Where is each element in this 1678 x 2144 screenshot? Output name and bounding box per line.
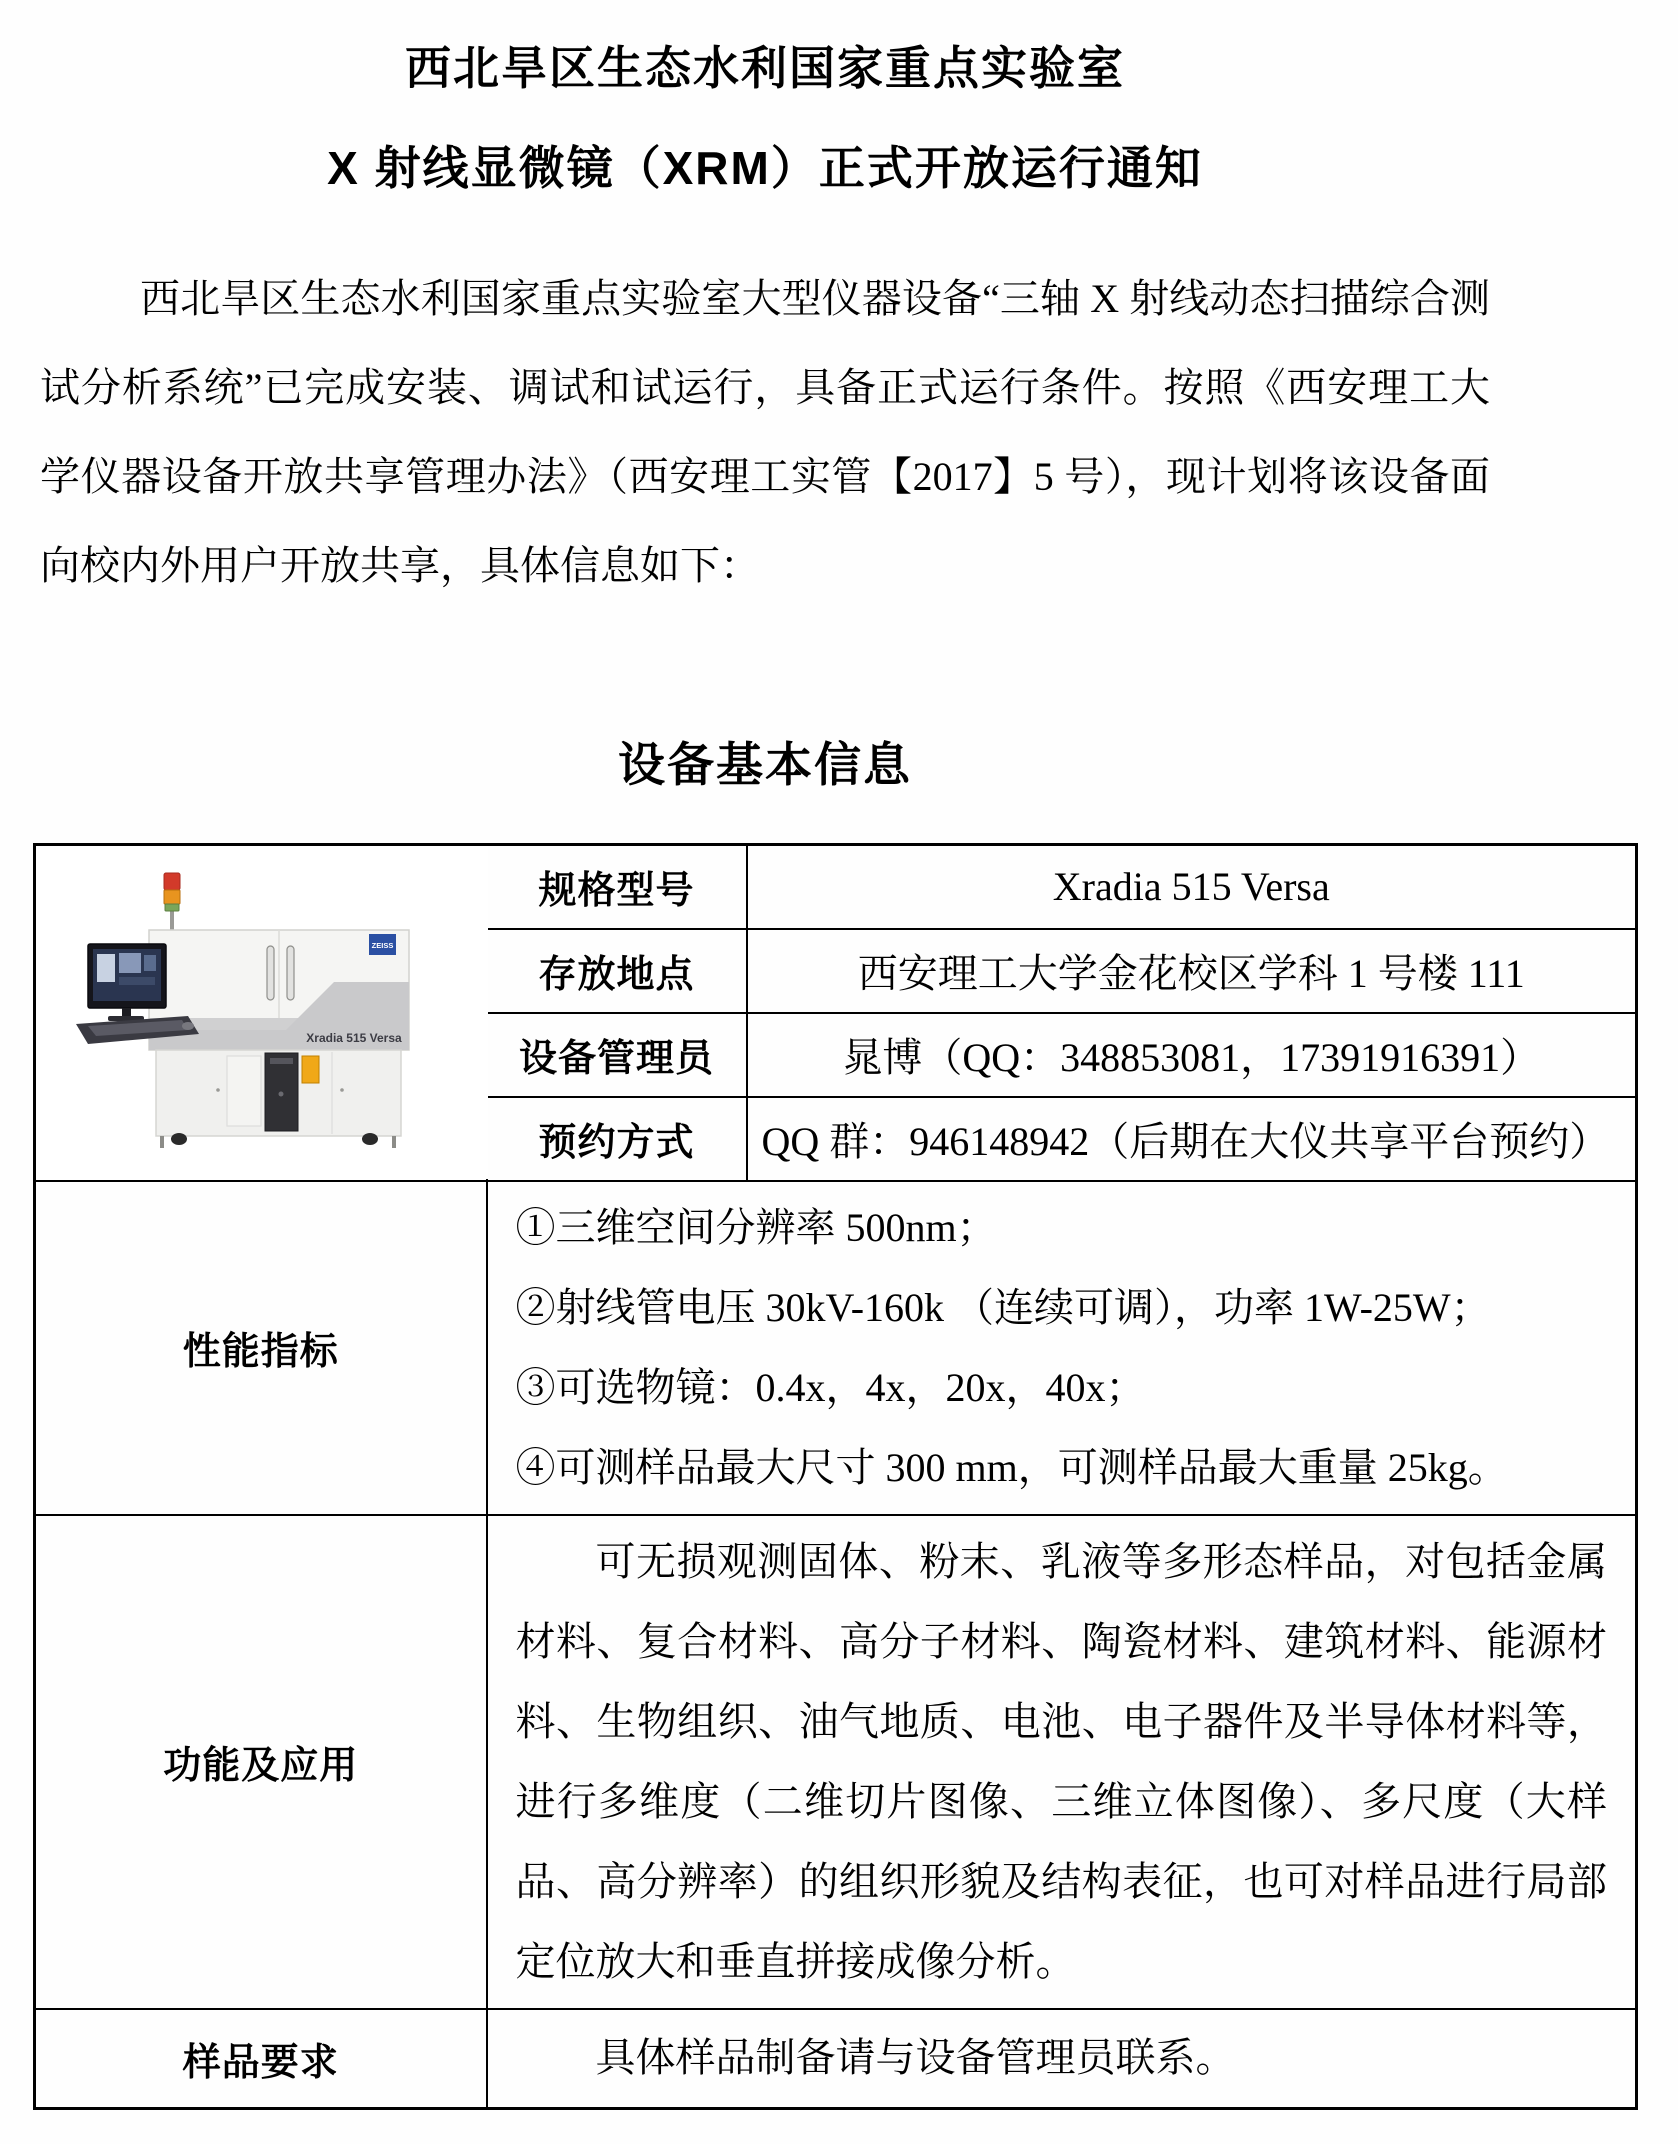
row-label-functions: 功能及应用 bbox=[35, 1515, 487, 2009]
spec-item: ③可选物镜：0.4x，4x，20x，40x； bbox=[515, 1364, 1146, 1410]
functions-content bbox=[487, 1515, 1637, 2009]
sample-text: 具体样品制备请与设备管理员联系。 bbox=[595, 2035, 1236, 2081]
row-value-manager: 晁博（QQ：348853081，17391916391） bbox=[747, 1013, 1637, 1097]
functions-text: 可无损观测固体、粉末、乳液等多形态样品，对包括金属材料、复合材料、高分子材料、陶瓷材料、建筑材料、能源材料、生物组织、油气地质、电池、电子器件及半导体材料等，进行多维度（二维切片图像、三维立体图像）、多尺度（大样品、高分辨率）的组织形貌及结构表征，也可对样品进行局部定位放大和垂直拼接成像分析。 bbox=[515, 1538, 1607, 1984]
spec-item: ④可测样品最大尺寸 300 mm，可测样品最大重量 25kg。 bbox=[515, 1444, 1508, 1490]
doc-title-line1: 西北旱区生态水利国家重点实验室 bbox=[405, 42, 1125, 94]
row-label-sample: 样品要求 bbox=[35, 2009, 487, 2109]
spec-item: ②射线管电压 30kV-160k （连续可调），功率 1W-25W； bbox=[515, 1284, 1491, 1330]
equipment-photo bbox=[35, 845, 487, 1181]
zeiss-logo bbox=[369, 934, 396, 955]
table-row bbox=[35, 1181, 1637, 1515]
warning-sticker bbox=[302, 1056, 319, 1083]
table-row bbox=[35, 1515, 1637, 2009]
svg-text:ZEISS: ZEISS bbox=[371, 941, 394, 951]
lower-cabinet bbox=[156, 1050, 401, 1136]
equipment-info-table bbox=[33, 843, 1638, 2110]
row-label-booking: 预约方式 bbox=[487, 1097, 747, 1181]
row-label-specs: 性能指标 bbox=[35, 1181, 487, 1515]
table-row bbox=[35, 2009, 1637, 2109]
row-value-location: 西安理工大学金花校区学科 1 号楼 111 bbox=[747, 929, 1637, 1013]
row-label-model: 规格型号 bbox=[487, 845, 747, 929]
intro-paragraph: 西北旱区生态水利国家重点实验室大型仪器设备“三轴 X 射线动态扫描综合测试分析系统”已完成安装、调试和试运行，具备正式运行条件。按照《西安理工大学仪器设备开放共享管理办法》（西安理工实管【2017】5 号），现计划将该设备面向校内外用户开放共享，具体信息如下： bbox=[40, 276, 1490, 588]
door-handle-right bbox=[287, 946, 294, 1000]
door-handle-left bbox=[267, 946, 274, 1000]
sample-content bbox=[487, 2009, 1637, 2109]
spec-item: ①三维空间分辨率 500nm； bbox=[515, 1204, 997, 1250]
equipment-photo-illustration bbox=[36, 846, 488, 1179]
table-row bbox=[35, 845, 1637, 929]
row-value-booking: QQ 群：946148942（后期在大仪共享平台预约） bbox=[747, 1097, 1637, 1181]
row-label-location: 存放地点 bbox=[487, 929, 747, 1013]
doc-title-line2: X 射线显微镜（XRM）正式开放运行通知 bbox=[327, 142, 1203, 194]
machine-model-label: Xradia 515 Versa bbox=[306, 1031, 402, 1046]
section-heading: 设备基本信息 bbox=[618, 738, 912, 791]
specs-content bbox=[487, 1181, 1637, 1515]
row-label-manager: 设备管理员 bbox=[487, 1013, 747, 1097]
row-value-model: Xradia 515 Versa bbox=[747, 845, 1637, 929]
